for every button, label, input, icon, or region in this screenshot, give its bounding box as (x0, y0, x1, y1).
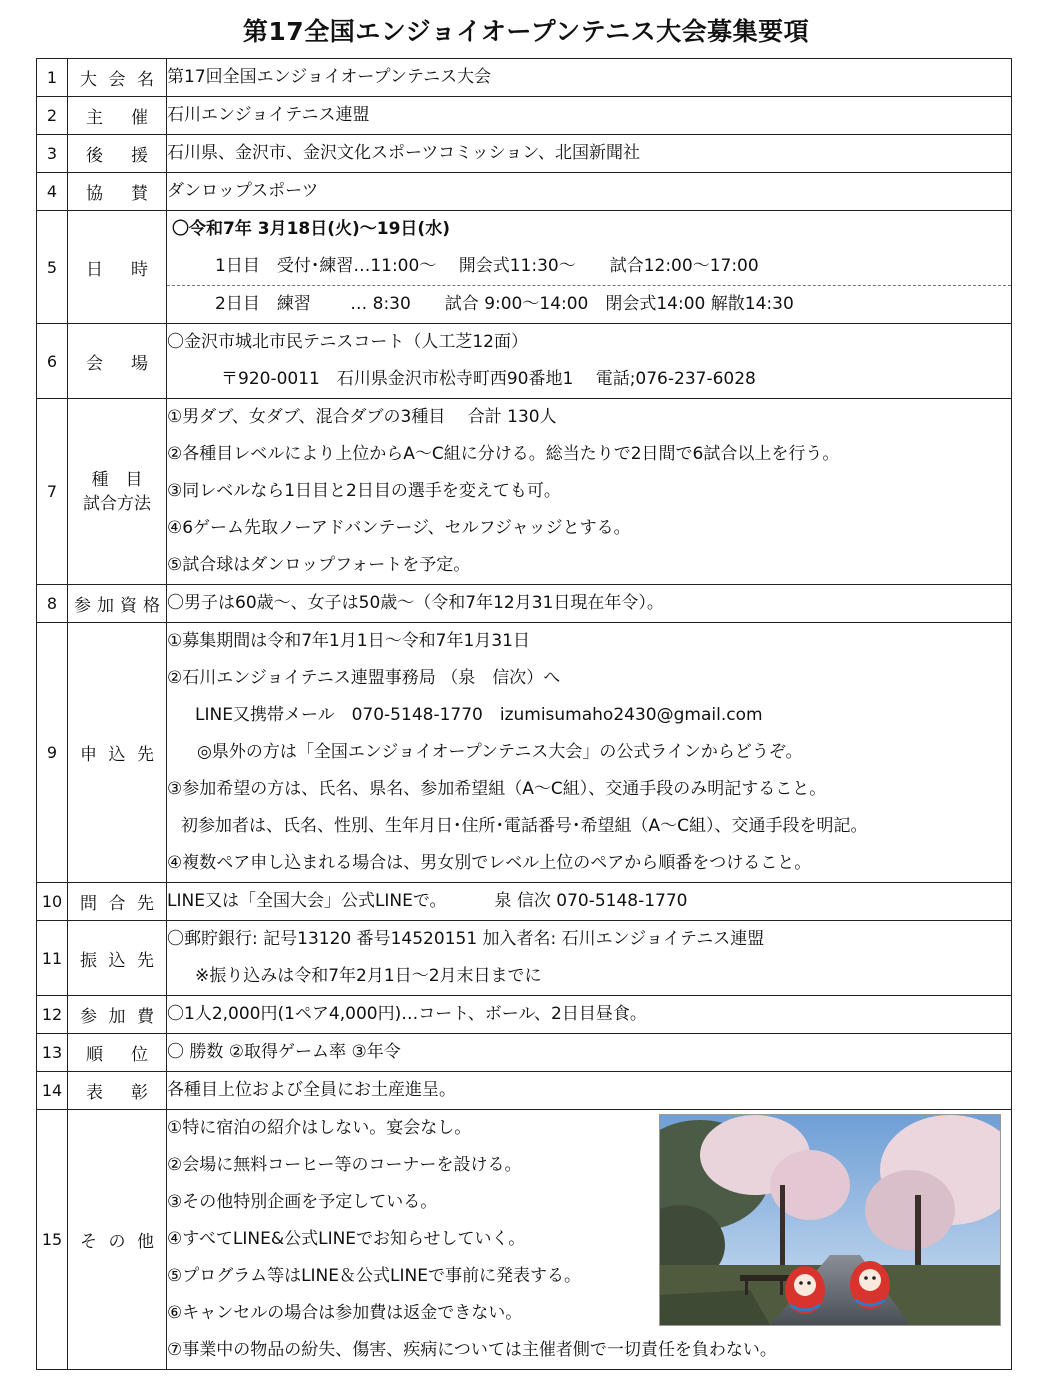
label-text: 参 加 資 格 (74, 596, 160, 616)
row-label (68, 211, 167, 324)
value-line: 〇男子は60歳～、女子は50歳～（令和7年12月31日現在年令）。 (167, 593, 664, 613)
label-text: 後 援 (86, 146, 148, 166)
value-line: LINE又は「全国大会」公式LINEで。 泉 信次 070-5148-1770 (167, 891, 688, 911)
label-text: 表 彰 (86, 1083, 148, 1103)
label-text: 会 場 (86, 353, 148, 374)
value-line: ダンロップスポーツ (167, 181, 319, 201)
row-value (167, 996, 1012, 1034)
row-value (167, 1034, 1012, 1072)
value-line: ④複数ペア申し込まれる場合は、男女別でレベル上位のペアから順番をつけること。 (167, 853, 812, 873)
value-line: ①募集期間は令和7年1月1日～令和7年1月31日 (167, 631, 530, 651)
row-label (68, 585, 167, 623)
row-number: 14 (37, 1072, 68, 1110)
label-text: 協 賛 (86, 184, 148, 204)
row-number: 4 (37, 173, 68, 211)
garden-photo (659, 1114, 1001, 1326)
row-value (167, 59, 1012, 97)
row-number: 8 (37, 585, 68, 623)
value-line: 〒920-0011 石川県金沢市松寺町西90番地1 電話;076-237-6028 (221, 369, 756, 389)
value-line: ⑦事業中の物品の紛失、傷害、疾病については主催者側で一切責任を負わない。 (167, 1340, 777, 1360)
label-text: 振 込 先 (80, 950, 154, 971)
label-text: 問 合 先 (80, 894, 154, 914)
table-row (37, 1072, 1012, 1110)
row-number: 1 (37, 59, 68, 97)
value-line: 〇 勝数 ②取得ゲーム率 ③年令 (167, 1042, 401, 1062)
table-row (37, 996, 1012, 1034)
guidelines-table (36, 58, 1012, 1370)
row-label (68, 623, 167, 883)
table-row (37, 173, 1012, 211)
label-text: 申 込 先 (80, 745, 154, 765)
row-label (68, 59, 167, 97)
row-label (68, 921, 167, 996)
value-line: ◎県外の方は「全国エンジョイオープンテニス大会」の公式ラインからどうぞ。 (197, 742, 803, 762)
value-line: ③その他特別企画を予定している。 (167, 1192, 438, 1212)
row-value (167, 585, 1012, 623)
label-text-2: 試合方法 (83, 493, 151, 514)
row-number: 9 (37, 623, 68, 883)
value-line: ⑥キャンセルの場合は参加費は返金できない。 (167, 1303, 523, 1323)
value-line: 石川県、金沢市、金沢文化スポーツコミッション、北国新聞社 (167, 143, 640, 163)
value-line: ②石川エンジョイテニス連盟事務局 （泉 信次）へ (167, 668, 561, 688)
row-number: 6 (37, 324, 68, 399)
row-value (167, 623, 1012, 883)
value-line: ※振り込みは令和7年2月1日～2月末日までに (195, 966, 542, 986)
page-title: 第17全国エンジョイオープンテニス大会募集要項 (242, 17, 810, 46)
label-text: 日 時 (86, 259, 148, 280)
row-label (68, 1034, 167, 1072)
row-number: 10 (37, 883, 68, 921)
table-row (37, 211, 1012, 324)
row-number: 11 (37, 921, 68, 996)
value-line: 〇郵貯銀行: 記号13120 番号14520151 加入者名: 石川エンジョイテニス連盟 (167, 929, 765, 949)
value-line: 第17回全国エンジョイオープンテニス大会 (167, 67, 492, 87)
row-value (167, 921, 1012, 996)
row-number: 15 (37, 1110, 68, 1370)
label-text: そ の 他 (80, 1232, 154, 1252)
garden-photo-illustration (660, 1115, 1000, 1325)
table-row (37, 1110, 1012, 1370)
value-line: 各種目上位および全員にお土産進呈。 (167, 1080, 456, 1100)
row-label (68, 97, 167, 135)
row-label (68, 1072, 167, 1110)
value-line: 石川エンジョイテニス連盟 (167, 105, 370, 125)
row-number: 3 (37, 135, 68, 173)
value-line: LINE又携帯メール 070-5148-1770 izumisumaho2430@gmail.com (195, 705, 763, 725)
row-label (68, 399, 167, 585)
table-row (37, 585, 1012, 623)
value-line: ③参加希望の方は、氏名、県名、参加希望組（A～C組）、交通手段のみ明記すること。 (167, 779, 827, 799)
table-row (37, 135, 1012, 173)
row-number: 7 (37, 399, 68, 585)
value-line: ④すべてLINE&公式LINEでお知らせしていく。 (167, 1229, 526, 1249)
row-value (167, 135, 1012, 173)
row-value (167, 173, 1012, 211)
value-line: 1日目 受付･練習…11:00～ 開会式11:30～ 試合12:00～17:00 (215, 256, 759, 276)
label-text: 大 会 名 (80, 70, 154, 90)
value-line: ⑤プログラム等はLINE＆公式LINEで事前に発表する。 (167, 1266, 581, 1286)
row-value (167, 211, 1012, 324)
label-text: 参 加 費 (80, 1007, 154, 1027)
row-number: 2 (37, 97, 68, 135)
value-line: 2日目 練習 … 8:30 試合 9:00～14:00 閉会式14:00 解散14:30 (167, 285, 1011, 323)
label-text: 種 目 (91, 469, 143, 490)
row-label (68, 173, 167, 211)
row-number: 5 (37, 211, 68, 324)
table-row (37, 97, 1012, 135)
label-text: 主 催 (86, 108, 148, 128)
row-label (68, 883, 167, 921)
row-number: 12 (37, 996, 68, 1034)
value-line: ⑤試合球はダンロップフォートを予定。 (167, 555, 471, 575)
row-number: 13 (37, 1034, 68, 1072)
value-line: ④6ゲーム先取ノーアドバンテージ、セルフジャッジとする。 (167, 518, 631, 538)
value-line: ③同レベルなら1日目と2日目の選手を変えても可。 (167, 481, 561, 501)
value-line: ②会場に無料コーヒー等のコーナーを設ける。 (167, 1155, 522, 1175)
row-value (167, 1072, 1012, 1110)
value-line: 〇令和7年 3月18日(火)～19日(水) (172, 219, 450, 239)
row-label (68, 996, 167, 1034)
table-row (37, 1034, 1012, 1072)
table-row (37, 883, 1012, 921)
table-row (37, 623, 1012, 883)
row-value (167, 1110, 1012, 1370)
value-line: ②各種目レベルにより上位からA～C組に分ける。総当たりで2日間で6試合以上を行う。 (167, 444, 840, 464)
table-row (37, 921, 1012, 996)
value-line: 〇金沢市城北市民テニスコート（人工芝12面） (167, 332, 528, 352)
row-value (167, 97, 1012, 135)
value-line: 初参加者は、氏名、性別、生年月日･住所･電話番号･希望組（A～C組）、交通手段を明記。 (181, 816, 868, 836)
table-row (37, 399, 1012, 585)
row-label (68, 1110, 167, 1370)
row-value (167, 324, 1012, 399)
table-row (37, 324, 1012, 399)
value-line: ①特に宿泊の紹介はしない。宴会なし。 (167, 1118, 472, 1138)
row-label (68, 135, 167, 173)
table-row (37, 59, 1012, 97)
value-line: 〇1人2,000円(1ペア4,000円)…コート、ボール、2日目昼食。 (167, 1004, 647, 1024)
row-value (167, 399, 1012, 585)
label-text: 順 位 (86, 1045, 148, 1065)
row-value (167, 883, 1012, 921)
value-line: ①男ダブ、女ダブ、混合ダブの3種目 合計 130人 (167, 407, 557, 427)
row-label (68, 324, 167, 399)
